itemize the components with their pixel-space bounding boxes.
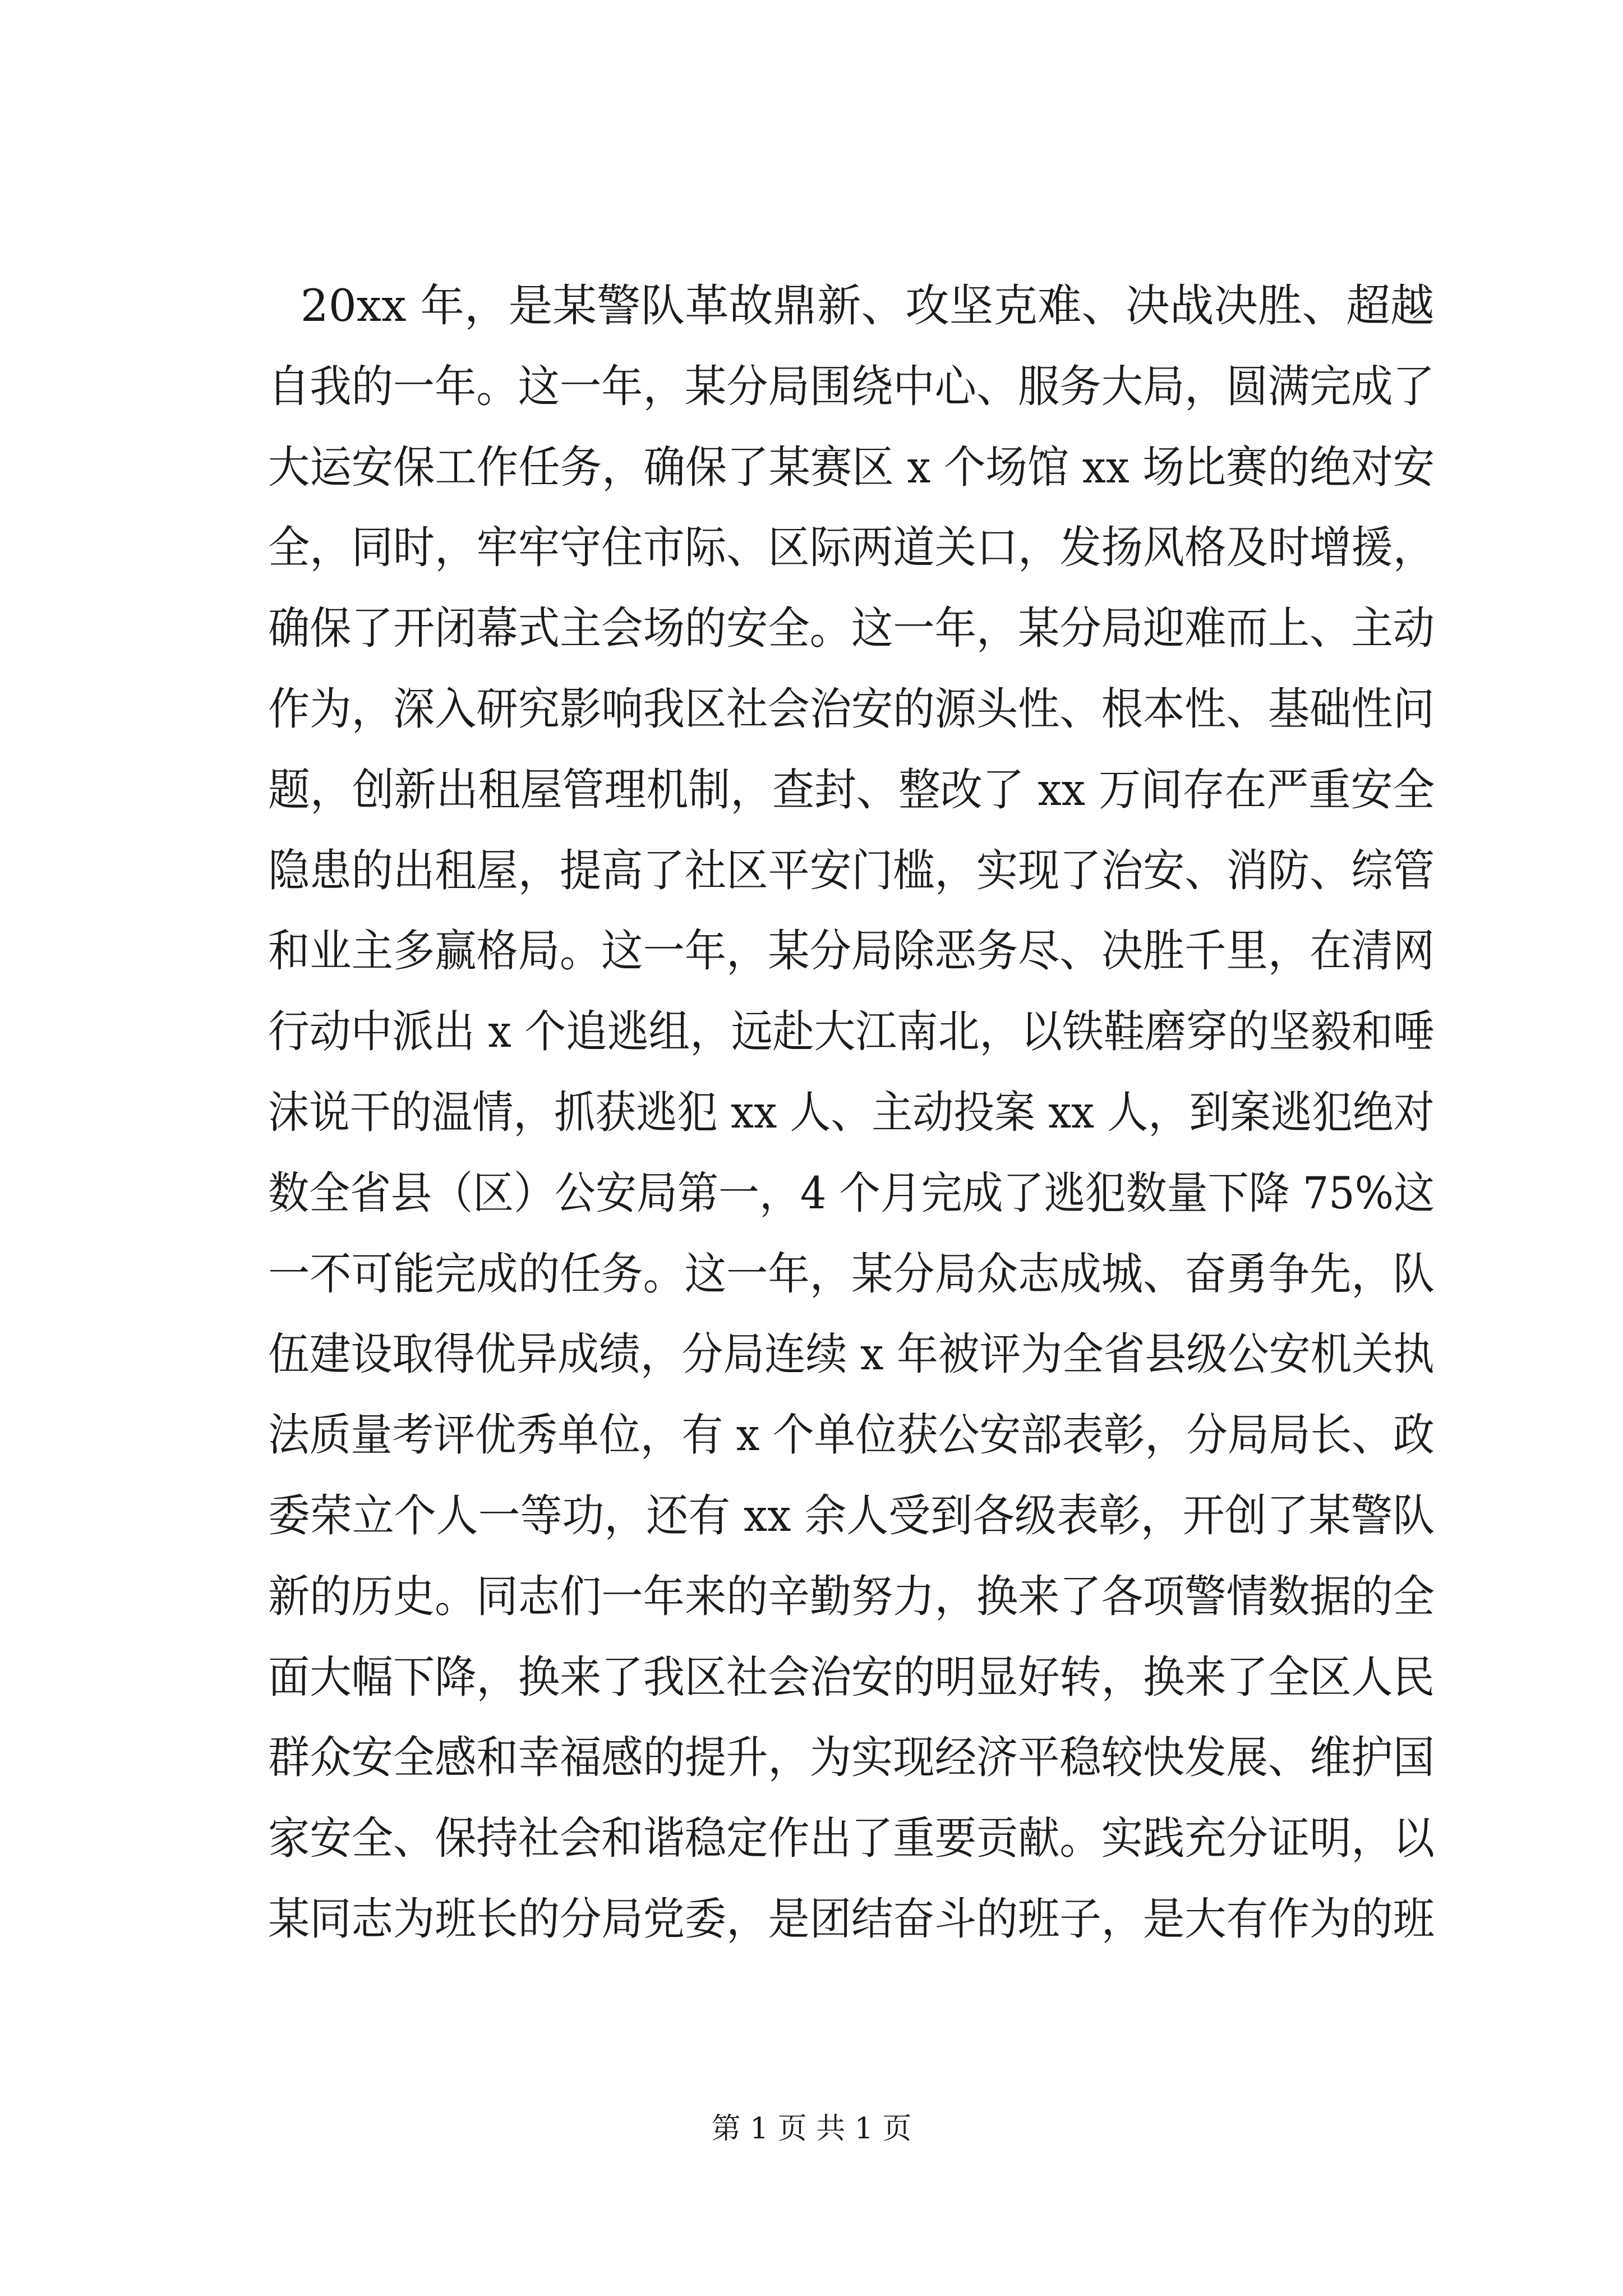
text-line: 和业主多赢格局。这一年，某分局除恶务尽、决胜千里，在清网 (268, 925, 1435, 977)
text-line: 隐患的出租屋，提高了社区平安门槛，实现了治安、消防、综管 (268, 844, 1435, 896)
text-line: 行动中派出 x 个追逃组，远赴大江南北，以铁鞋磨穿的坚毅和唾 (268, 1006, 1435, 1058)
page-footer (0, 2109, 1623, 2148)
text-line: 数全省县（区）公安局第一，4 个月完成了逃犯数量下降 75%这 (268, 1167, 1435, 1219)
text-line: 20xx 年，是某警队革故鼎新、攻坚克难、决战决胜、超越 (300, 280, 1435, 332)
text-line: 大运安保工作任务，确保了某赛区 x 个场馆 xx 场比赛的绝对安 (268, 441, 1435, 493)
text-line: 新的历史。同志们一年来的辛勤努力，换来了各项警情数据的全 (268, 1570, 1435, 1622)
text-line: 某同志为班长的分局党委，是团结奋斗的班子，是大有作为的班 (268, 1893, 1435, 1945)
page-number-label: 第 1 页 共 1 页 (711, 2112, 912, 2146)
text-line: 一不可能完成的任务。这一年，某分局众志成城、奋勇争先，队 (268, 1248, 1435, 1300)
body-paragraph (268, 266, 1435, 1960)
text-line: 全，同时，牢牢守住市际、区际两道关口，发扬风格及时增援， (268, 522, 1435, 574)
text-line: 家安全、保持社会和谐稳定作出了重要贡献。实践充分证明，以 (268, 1812, 1435, 1865)
text-line: 伍建设取得优异成绩，分局连续 x 年被评为全省县级公安机关执 (268, 1328, 1435, 1381)
text-line: 法质量考评优秀单位，有 x 个单位获公安部表彰，分局局长、政 (268, 1409, 1435, 1461)
text-line: 确保了开闭幕式主会场的安全。这一年，某分局迎难而上、主动 (268, 602, 1435, 655)
text-line: 作为，深入研究影响我区社会治安的源头性、根本性、基础性问 (268, 683, 1435, 735)
text-line: 群众安全感和幸福感的提升，为实现经济平稳较快发展、维护国 (268, 1732, 1435, 1784)
text-line: 沫说干的温情，抓获逃犯 xx 人、主动投案 xx 人，到案逃犯绝对 (268, 1086, 1435, 1138)
text-line: 面大幅下降，换来了我区社会治安的明显好转，换来了全区人民 (268, 1651, 1435, 1703)
text-line: 自我的一年。这一年，某分局围绕中心、服务大局，圆满完成了 (268, 360, 1435, 412)
text-line: 委荣立个人一等功，还有 xx 余人受到各级表彰，开创了某警队 (268, 1489, 1435, 1542)
text-line: 题，创新出租屋管理机制，查封、整改了 xx 万间存在严重安全 (268, 763, 1435, 816)
